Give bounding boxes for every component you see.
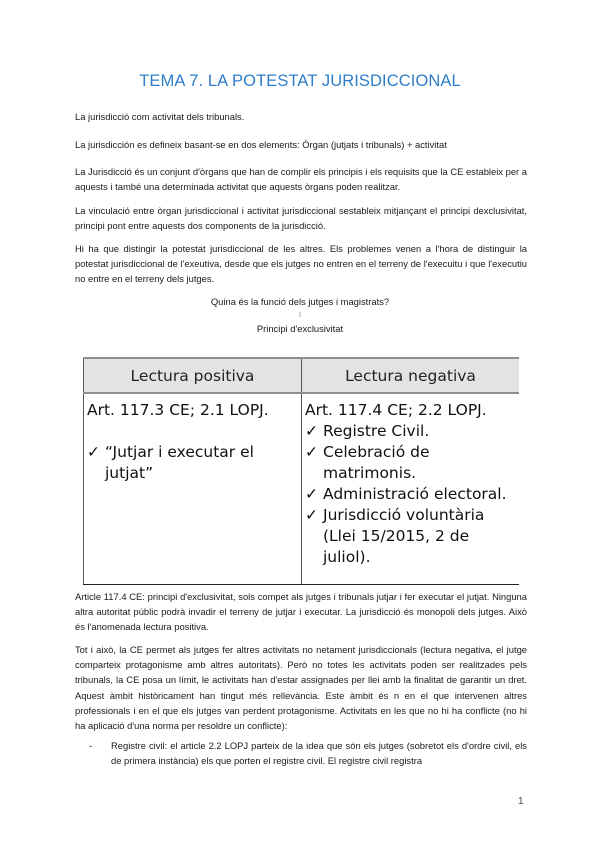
check-icon: ✓ xyxy=(305,485,318,503)
check-icon: ✓ xyxy=(305,443,318,461)
paragraph-distingir: Hi ha que distingir la potestat jurisdiccional de les altres. Els problemes venen a l'hora de distinguir la potestat jurisdiccional de l'exeutiva, desde que els jutges no entren en el terreny de l'execuitu i que l'executiu no entre en el terreny dels jutges. xyxy=(75,243,527,285)
paragraph-jurisdiccio: La Jurisdicció és un conjunt d'òrgans que han de complir els principis i els requisits que la CE estableix per a aquests i també una determinada activitat que aquests òrgans poden realitzar. xyxy=(75,166,527,193)
question-text: Quina és la funció dels jutges i magistrats? xyxy=(210,296,390,307)
paragraph-lectura-negativa: Tot i això, la CE permet als jutges fer altres activitats no netament jurisdiccionals (lectura negativa, el jutge comparteix protagonisme amb altres autoritats). Però no totes les activitats poden ser realitzades pels tribunals, la CE posa un límit, le activitats han d'estar assignades per llei amb la finalitat de garantir un dret. Aquest àmbit històricament han tingut més rellevància. Este àmbit és n en el que intervenen altres professionals i en el que els jutges van perdent protagonisme. Activitats en les que no hi ha conflicte (no hi ha aplicació d'una norma per resoldre un conflicte): xyxy=(75,644,527,732)
paragraph-vinculacio: La vinculació entre òrgan jurisdiccional i activitat jurisdiccional sestableix mitjançant el principi dexclusivitat, principi pont entre aquests dos components de la jurisdicció. xyxy=(75,205,527,232)
principle-text: Principi d'exclusivitat xyxy=(256,323,344,334)
page-number: 1 xyxy=(518,796,524,807)
positive-article: Art. 117.3 CE; 2.1 LOPJ. xyxy=(87,401,269,419)
check-icon: ✓ xyxy=(305,506,318,524)
cell-negative: Art. 117.4 CE; 2.2 LOPJ. ✓ Registre Civil. ✓ Celebració de matrimonis. ✓ Administració electoral. ✓ Jurisdicció voluntària (Llei 15/2015, 2 de juliol). xyxy=(302,393,520,585)
header-negative: Lectura negativa xyxy=(302,358,520,393)
negative-item: ✓ Registre Civil. xyxy=(305,422,430,440)
down-arrow-icon: ⇩ xyxy=(297,312,303,319)
header-positive: Lectura positiva xyxy=(84,358,302,393)
check-icon: ✓ xyxy=(305,422,318,440)
paragraph-intro: La jurisdicció com activitat dels tribunals. xyxy=(75,111,245,122)
cell-positive: Art. 117.3 CE; 2.1 LOPJ. ✓ “Jutjar i executar el jutjat” xyxy=(84,393,302,585)
negative-item: ✓ Administració electoral. xyxy=(305,485,507,503)
paragraph-definition: La jurisdicción es defineix basant-se en dos elements: Òrgan (jutjats i tribunals) + activitat xyxy=(75,139,447,150)
bullet-registre-civil: - Registre civil: el article 2.2 LOPJ parteix de la idea que són els jutges (sobretot els d'ordre civil, els de primera instància) els que porten el registre civil. El registre civil registra xyxy=(89,740,527,767)
negative-item: ✓ Celebració de xyxy=(305,443,430,461)
negative-article: Art. 117.4 CE; 2.2 LOPJ. xyxy=(305,401,487,419)
check-icon: ✓ xyxy=(87,443,100,461)
document-title: TEMA 7. LA POTESTAT JURISDICCIONAL xyxy=(139,72,461,90)
paragraph-article-117: Article 117.4 CE: principi d'exclusivitat, sols compet als jutges i tribunals jutjar i fer executar el jutjat. Ninguna altra autoritat públic podrà invadir el terreny de jutjar i executar. La jurisdicció és monopoli dels jutges. Això és l'anomenada lectura positiva. xyxy=(75,591,527,633)
positive-item: ✓ “Jutjar i executar el xyxy=(87,443,254,461)
dash-bullet-icon: - xyxy=(89,740,93,751)
negative-item: ✓ Jurisdicció voluntària xyxy=(305,506,485,524)
exclusivity-table xyxy=(83,357,519,585)
